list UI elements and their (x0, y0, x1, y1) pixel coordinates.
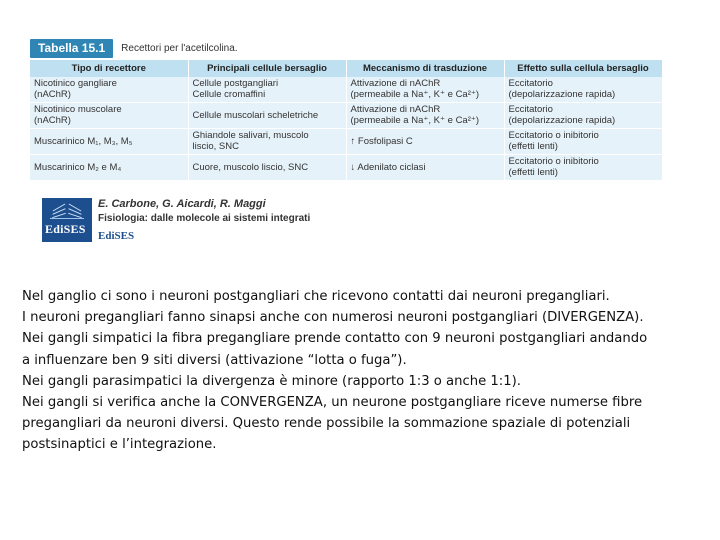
header-effect: Effetto sulla cellula bersaglio (504, 60, 662, 77)
table-cell: ↓ Adenilato ciclasi (346, 155, 504, 181)
body-text (22, 286, 716, 456)
publisher-name: EdiSES (98, 230, 135, 242)
publisher-logo (42, 198, 92, 242)
table-cell: Muscarinico M₂ e M₄ (30, 155, 188, 181)
table-cell: ↑ Fosfolipasi C (346, 129, 504, 155)
header-receptor-type: Tipo di recettore (30, 60, 188, 77)
table-caption-text: Recettori per l'acetilcolina. (121, 42, 238, 54)
text-line: Nel ganglio ci sono i neuroni postgangliari che ricevono contatti dai neuroni pregangliari. (22, 289, 610, 304)
table-cell: Eccitatorio o inibitorio (effetti lenti) (504, 129, 662, 155)
text-line: Nei gangli simpatici la fibra pregangliare prende contatto con 9 neuroni postgangliari andando (22, 331, 648, 347)
table-figure (30, 38, 662, 181)
table-cell: Nicotinico gangliare (nAChR) (30, 77, 188, 103)
table-cell: Eccitatorio (depolarizzazione rapida) (504, 77, 662, 103)
table-cell: Cellule postgangliari Cellule cromaffini (188, 77, 346, 103)
table-caption (30, 38, 662, 58)
book-icon (50, 202, 84, 219)
table-cell: Eccitatorio (depolarizzazione rapida) (504, 103, 662, 129)
text-line: I neuroni pregangliari fanno sinapsi anche con numerosi neuroni postgangliari (DIVERGENZA). (22, 310, 644, 326)
text-line: Nei gangli si verifica anche la CONVERGENZA, un neurone postgangliare riceve numerse fibre (22, 395, 643, 411)
table-cell: Ghiandole salivari, muscolo liscio, SNC (188, 129, 346, 155)
table-cell: Attivazione di nAChR (permeabile a Na⁺, K⁺ e Ca²⁺) (346, 77, 504, 103)
header-mechanism: Meccanismo di trasduzione (346, 60, 504, 77)
text-line: Nei gangli parasimpatici la divergenza è minore (rapporto 1:3 o anche 1:1). (22, 373, 521, 389)
table-cell: Nicotinico muscolare (nAChR) (30, 103, 188, 129)
table-cell: Cuore, muscolo liscio, SNC (188, 155, 346, 181)
table-cell: Muscarinico M₁, M₃, M₅ (30, 129, 188, 155)
table-cell: Attivazione di nAChR (permeabile a Na⁺, K⁺ e Ca²⁺) (346, 103, 504, 129)
header-target-cells: Principali cellule bersagliо (188, 60, 346, 77)
table-row (30, 103, 662, 129)
table-label: Tabella 15.1 (30, 39, 113, 58)
table-row (30, 155, 662, 181)
text-line: a influenzare ben 9 siti diversi (attivazione “lotta o fuga”). (22, 352, 407, 368)
authors: E. Carbone, G. Aicardi, R. Maggi (98, 198, 266, 210)
table-row (30, 77, 662, 103)
receptor-table (30, 60, 663, 181)
source-credit (42, 196, 342, 244)
text-line: pregangliari da neuroni diversi. Questo rende possibile la sommazione spaziale di potenziali (22, 416, 631, 432)
book-title: Fisiologia: dalle molecole ai sistemi integrati (98, 213, 311, 224)
table-cell: Eccitatorio o inibitorio (effetti lenti) (504, 155, 662, 181)
logo-text: EdiSES (45, 222, 86, 236)
table-header-row (30, 60, 662, 77)
table-row (30, 129, 662, 155)
text-line: postsinaptici e l’integrazione. (22, 437, 217, 453)
table-cell: Cellule muscolari scheletriche (188, 103, 346, 129)
